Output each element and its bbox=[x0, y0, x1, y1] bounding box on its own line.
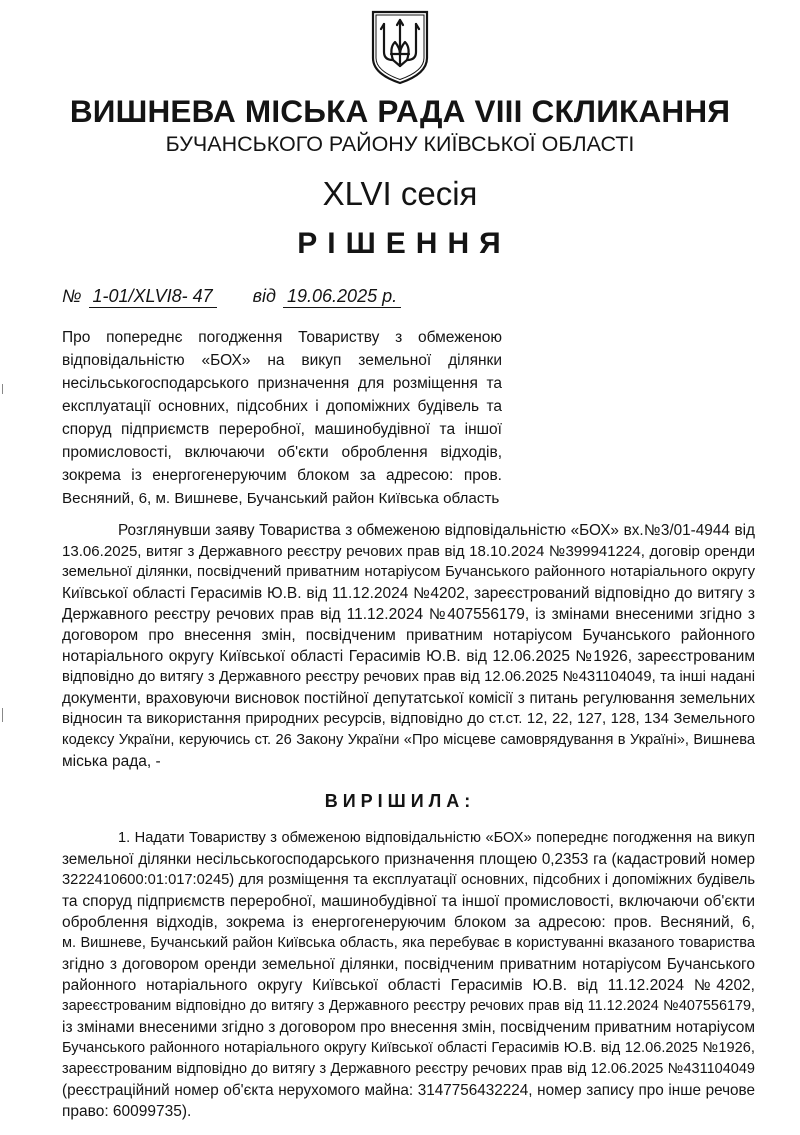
subject-line: несільськогосподарського призначення для розміщення та bbox=[62, 375, 502, 392]
decision-date: 19.06.2025 р. bbox=[283, 285, 401, 308]
decision-line: 3222410600:01:017:0245) для розміщення та експлуатації основних, підсобних і допоміжних будівель bbox=[62, 872, 755, 888]
scan-edge-mark bbox=[2, 708, 3, 722]
decision-subject bbox=[62, 326, 502, 510]
preamble-line: договором про внесення змін, посвідченим приватним нотаріусом Бучанського районного bbox=[62, 627, 755, 644]
decision-number-line bbox=[62, 285, 403, 308]
decision-line: право: 60099735). bbox=[62, 1103, 192, 1120]
decision-line: м. Вишневе, Бучанський район Київська область, яка перебуває в користуванні вказаного товариства bbox=[62, 935, 755, 951]
preamble-line: відповідно до витягу з Державного реєстру речових прав від 12.06.2025 №431104049, та інші надані bbox=[62, 669, 755, 685]
session-title: XLVI сесія bbox=[322, 175, 478, 212]
preamble-line: Державного реєстру речових прав від 11.12.2024 №407556179, із змінами внесеними згідно з bbox=[62, 606, 755, 623]
preamble-line: кодексу України, керуючись ст. 26 Закону України «Про місцеве самоврядування в Україні», Вишнева bbox=[62, 732, 755, 748]
preamble-line: Київської області Герасимів Ю.В. від 11.12.2024 №4202, зареєстрований відповідно до витягу з bbox=[62, 585, 755, 602]
scan-edge-mark bbox=[2, 384, 3, 394]
preamble-line: земельної ділянки, посвідчений приватним нотаріусом Бучанського районного нотаріального округу bbox=[62, 564, 755, 580]
subject-line: Весняний, 6, м. Вишневе, Бучанський район Київська область bbox=[62, 490, 500, 507]
number-prefix: № bbox=[62, 286, 82, 306]
document-type-title: РІШЕННЯ bbox=[297, 227, 511, 260]
trident-emblem-icon bbox=[369, 8, 431, 86]
subject-line: споруд підприємств переробної, машинобудівної та іншої bbox=[62, 421, 502, 438]
subject-line: зокрема із енергогенеруючим блоком за адресою: пров. bbox=[62, 467, 502, 484]
decision-line: земельної ділянки несільськогосподарського призначення площею 0,2353 га (кадастровий номер bbox=[62, 851, 755, 868]
decision-line: зареєстрованим відповідно до витягу з Державного реєстру речових прав від 12.06.2025 №431104049 bbox=[62, 1061, 755, 1077]
decision-line: зареєстрованим відповідно до витягу з Державного реєстру речових прав від 11.12.2024 №407556179, bbox=[62, 998, 755, 1014]
decision-line: районного нотаріального округу Київської області Герасимів Ю.В. від 11.12.2024 №4202, bbox=[62, 977, 755, 994]
preamble-line: відносин та використання природних ресурсів, відповідно до ст.ст. 12, 22, 127, 128, 134 Земельного bbox=[62, 711, 755, 727]
subject-line: відповідальністю «БОХ» на викуп земельної ділянки bbox=[62, 352, 502, 369]
decision-item-1 bbox=[62, 828, 755, 1122]
preamble-line: міська рада, - bbox=[62, 753, 161, 770]
decision-number: 1-01/XLVI8- 47 bbox=[89, 285, 217, 308]
district-subtitle: БУЧАНСЬКОГО РАЙОНУ КИЇВСЬКОЇ ОБЛАСТІ bbox=[165, 132, 635, 156]
decision-line: 1. Надати Товариству з обмеженою відповідальністю «БОХ» попереднє погодження на викуп bbox=[118, 830, 755, 846]
decision-line: згідно з договором оренди земельної ділянки, посвідченим приватним нотаріусом Бучанського bbox=[62, 956, 755, 973]
decision-line: із змінами внесеними згідно з договором про внесення змін, посвідченим приватним нотаріусом bbox=[62, 1019, 755, 1036]
preamble-paragraph bbox=[62, 520, 755, 772]
subject-line: Про попереднє погодження Товариству з обмеженою bbox=[62, 329, 502, 346]
preamble-line: документи, враховуючи висновок постійної депутатської комісії з питань регулювання земельних bbox=[62, 690, 755, 707]
subject-line: експлуатації основних, підсобних і допоміжних будівель та bbox=[62, 398, 502, 415]
decision-line: (реєстраційний номер об'єкта нерухомого майна: 3147756432224, номер запису про інше речове bbox=[62, 1082, 755, 1099]
resolved-heading: ВИРІШИЛА: bbox=[324, 791, 476, 811]
decision-line: оброблення відходів, зокрема із енергогенеруючим блоком за адресою: пров. Весняний, 6, bbox=[62, 914, 755, 931]
preamble-line: нотаріального округу Київської області Герасимів Ю.В. від 12.06.2025 №1926, зареєстрованим bbox=[62, 648, 755, 665]
subject-line: промисловості, включаючи об'єкти оброблення відходів, bbox=[62, 444, 502, 461]
date-label: від bbox=[252, 286, 276, 306]
decision-line: Бучанського районного нотаріального округу Київської області Герасимів Ю.В. від 12.06.2025 №1926, bbox=[62, 1040, 755, 1056]
council-title: ВИШНЕВА МІСЬКА РАДА VIII СКЛИКАННЯ bbox=[69, 93, 731, 129]
preamble-line: 13.06.2025, витяг з Державного реєстру речових прав від 18.10.2024 №399941224, договір оренди bbox=[62, 543, 755, 560]
preamble-line: Розглянувши заяву Товариства з обмеженою відповідальністю «БОХ» вх.№3/01-4944 від bbox=[118, 522, 755, 539]
decision-line: та споруд підприємств переробної, машинобудівної та іншої промисловості, включаючи об'єкти bbox=[62, 893, 755, 910]
